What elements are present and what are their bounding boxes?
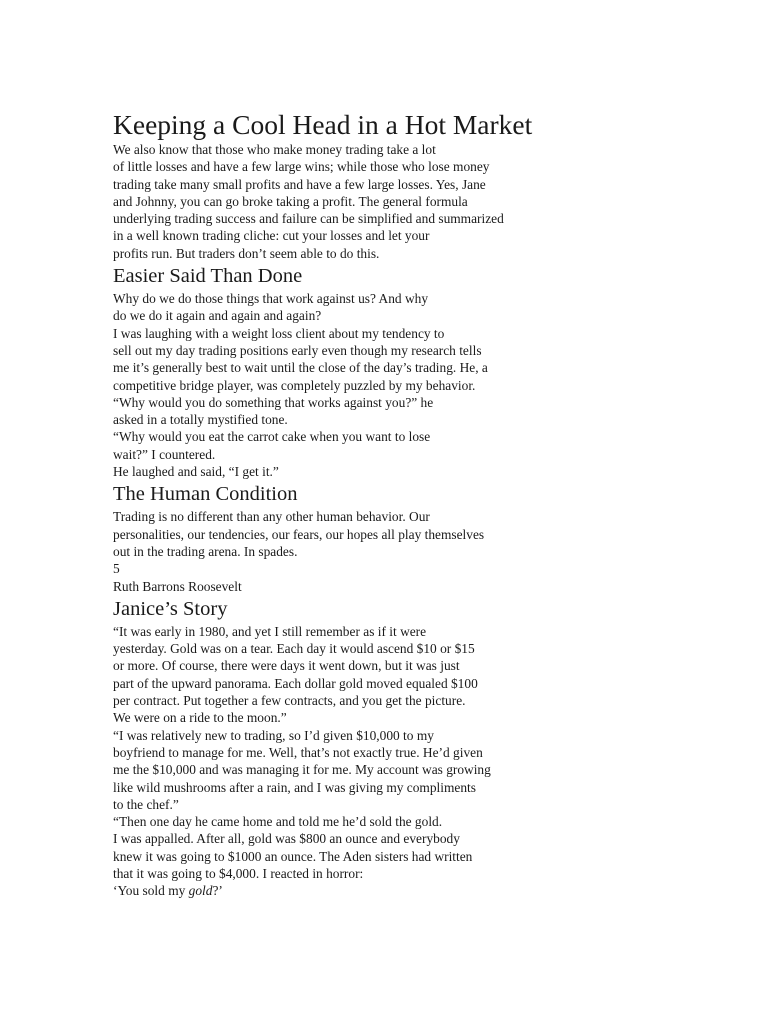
text-line: trading take many small profits and have a few large losses. Yes, Jane — [113, 176, 486, 192]
text-line: per contract. Put together a few contracts, and you get the picture. — [113, 693, 466, 709]
text-line: asked in a totally mystified tone. — [113, 412, 288, 428]
text-line: and Johnny, you can go broke taking a profit. The general formula — [113, 193, 468, 209]
emphasized-word: gold — [188, 883, 213, 899]
text-line: to the chef.” — [113, 796, 179, 812]
text-line: or more. Of course, there were days it went down, but it was just — [113, 658, 460, 674]
text-line: “Why would you eat the carrot cake when you want to lose — [113, 429, 431, 445]
text-line: out in the trading arena. In spades. — [113, 543, 298, 559]
text-line: personalities, our tendencies, our fears, our hopes all play themselves — [113, 526, 485, 542]
text-line: wait?” I countered. — [113, 446, 216, 462]
text-line: I was appalled. After all, gold was $800 an ounce and everybody — [113, 831, 460, 847]
text-line: boyfriend to manage for me. Well, that’s not exactly true. He’d given — [113, 744, 483, 760]
section-heading-janices-story: Janice’s Story — [113, 597, 228, 620]
section-body-janices-story — [113, 623, 613, 900]
text-line: like wild mushrooms after a rain, and I was giving my compliments — [113, 779, 476, 795]
page-title: Keeping a Cool Head in a Hot Market — [113, 109, 533, 140]
text-line: part of the upward panorama. Each dollar gold moved equaled $100 — [113, 675, 478, 691]
document-page — [113, 108, 613, 900]
author-name: Ruth Barrons Roosevelt — [113, 578, 242, 594]
text-line: Why do we do those things that work against us? And why — [113, 291, 429, 307]
text-line: competitive bridge player, was completely puzzled by my behavior. — [113, 377, 476, 393]
text-line: We were on a ride to the moon.” — [113, 710, 287, 726]
text-line: me the $10,000 and was managing it for me. My account was growing — [113, 762, 491, 778]
text-line: in a well known trading cliche: cut your losses and let your — [113, 228, 430, 244]
text-line: “I was relatively new to trading, so I’d given $10,000 to my — [113, 727, 434, 743]
text-fragment: ‘You sold my — [113, 883, 189, 899]
text-line: “Then one day he came home and told me he’d sold the gold. — [113, 814, 443, 830]
text-line: sell out my day trading positions early even though my research tells — [113, 342, 482, 358]
intro-paragraph — [113, 141, 613, 262]
text-line: profits run. But traders don’t seem able to do this. — [113, 245, 380, 261]
text-line: I was laughing with a weight loss client about my tendency to — [113, 325, 445, 341]
text-line-final — [113, 882, 613, 899]
section-body-human-condition — [113, 508, 613, 594]
text-line: knew it was going to $1000 an ounce. The Aden sisters had written — [113, 848, 473, 864]
text-line: yesterday. Gold was on a tear. Each day it would ascend $10 or $15 — [113, 641, 475, 657]
text-line: do we do it again and again and again? — [113, 308, 322, 324]
text-line: of little losses and have a few large wins; while those who lose money — [113, 159, 490, 175]
text-line: We also know that those who make money trading take a lot — [113, 142, 436, 157]
text-line: Trading is no different than any other human behavior. Our — [113, 509, 430, 525]
text-fragment: ?’ — [212, 883, 223, 899]
text-line: me it’s generally best to wait until the close of the day’s trading. He, a — [113, 360, 488, 376]
text-line: “Why would you do something that works against you?” he — [113, 394, 434, 410]
text-line: “It was early in 1980, and yet I still remember as if it were — [113, 623, 427, 639]
text-line: underlying trading success and failure can be simplified and summarized — [113, 211, 504, 227]
text-line: that it was going to $4,000. I reacted in horror: — [113, 865, 364, 881]
text-line: He laughed and said, “I get it.” — [113, 464, 279, 480]
section-heading-easier-said: Easier Said Than Done — [113, 265, 303, 288]
section-heading-human-condition: The Human Condition — [113, 483, 298, 506]
page-number: 5 — [113, 561, 120, 577]
section-body-easier-said — [113, 290, 613, 480]
